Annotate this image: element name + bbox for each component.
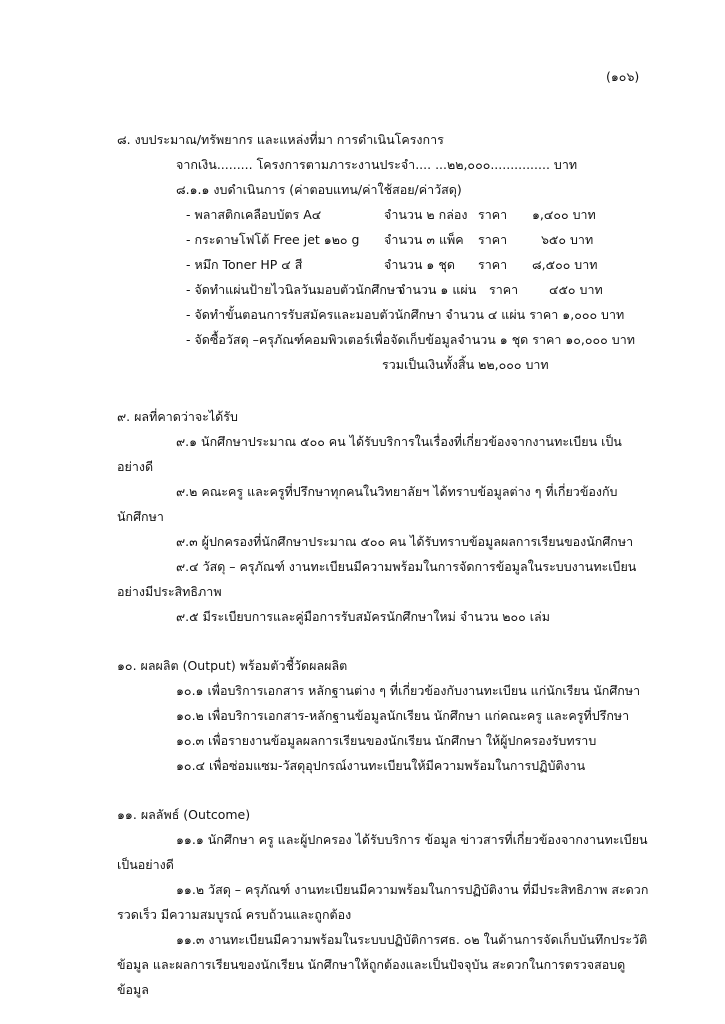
- budget-item-amount: ๑,๔๐๐ บาท: [532, 207, 596, 222]
- expected-result-3: ๙.๓ ผู้ปกครองที่นักศึกษาประมาณ ๕๐๐ คน ได้รับทราบข้อมูลผลการเรียนของนักศึกษา: [176, 534, 634, 549]
- budget-item-amount: ๔๕๐ บาท: [549, 282, 603, 297]
- budget-item-price-label: ราคา: [478, 207, 508, 222]
- budget-item-qty: จำนวน ๑ แผ่น: [398, 282, 477, 297]
- section-10-heading: ๑๐. ผลผลิต (Output) พร้อมตัวชี้วัดผลผลิต: [117, 658, 348, 673]
- budget-item-qty: จำนวน ๑ ชุด: [384, 257, 455, 272]
- page-number: (๑๐๖): [606, 69, 640, 84]
- outcome-item-3-cont-2: ข้อมูล: [117, 982, 149, 997]
- expected-result-2: ๙.๒ คณะครู และครูที่ปรึกษาทุกคนในวิทยาลัยฯ ได้ทราบข้อมูลต่าง ๆ ที่เกี่ยวข้องกับ: [176, 484, 618, 499]
- section-8-heading: ๘. งบประมาณ/ทรัพยากร และแหล่งที่มา การดำเนินโครงการ: [117, 132, 444, 147]
- budget-item-name: - หมึก Toner HP ๔ สี: [186, 257, 303, 272]
- budget-item-name: - พลาสติกเคลือบบัตร A๔: [186, 207, 322, 222]
- outcome-item-3-cont: ข้อมูล และผลการเรียนของนักเรียน นักศึกษาให้ถูกต้องและเป็นปัจจุบัน สะดวกในการตรวจสอบดู: [117, 957, 626, 972]
- section-11-heading: ๑๑. ผลลัพธ์ (Outcome): [117, 807, 251, 822]
- budget-item-price-label: ราคา: [478, 232, 508, 247]
- budget-item-qty: จำนวน ๒ กล่อง: [384, 207, 468, 222]
- expected-result-4: ๙.๔ วัสดุ – ครุภัณฑ์ งานทะเบียนมีความพร้อมในการจัดการข้อมูลในระบบงานทะเบียน: [176, 559, 637, 574]
- budget-item-price-label: ราคา: [489, 282, 519, 297]
- expected-result-1-cont: อย่างดี: [117, 459, 154, 474]
- output-item-4: ๑๐.๔ เพื่อซ่อมแซม-วัสดุอุปกรณ์งานทะเบียนให้มีความพร้อมในการปฏิบัติงาน: [176, 758, 586, 773]
- outcome-item-3: ๑๑.๓ งานทะเบียนมีความพร้อมในระบบปฏิบัติการศธ. ๐๒ ในด้านการจัดเก็บบันทึกประวัติ: [176, 932, 648, 947]
- expected-result-4-cont: อย่างมีประสิทธิภาพ: [117, 584, 222, 599]
- budget-item-qty: จำนวน ๓ แพ็ค: [384, 232, 464, 247]
- budget-item-price-label: ราคา: [478, 257, 508, 272]
- budget-item-row: [186, 256, 626, 274]
- budget-item-name: - กระดาษโฟโต้ Free jet ๑๒๐ g: [186, 232, 360, 247]
- outcome-item-1-cont: เป็นอย่างดี: [117, 857, 174, 872]
- outcome-item-2-cont: รวดเร็ว มีความสมบูรณ์ ครบถ้วนและถูกต้อง: [117, 907, 352, 922]
- budget-subheading: ๘.๑.๑ งบดำเนินการ (ค่าตอบแทน/ค่าใช้สอย/ค่าวัสดุ): [176, 182, 462, 197]
- expected-result-1: ๙.๑ นักศึกษาประมาณ ๕๐๐ คน ได้รับบริการในเรื่องที่เกี่ยวข้องจากงานทะเบียน เป็น: [176, 434, 622, 449]
- budget-total: รวมเป็นเงินทั้งสิ้น ๒๒,๐๐๐ บาท: [382, 357, 549, 372]
- expected-result-2-cont: นักศึกษา: [117, 509, 164, 524]
- budget-item-5: - จัดทำขั้นตอนการรับสมัครและมอบตัวนักศึกษา จำนวน ๔ แผ่น ราคา ๑,๐๐๐ บาท: [186, 307, 625, 322]
- output-item-2: ๑๐.๒ เพื่อบริการเอกสาร-หลักฐานข้อมูลนักเรียน นักศึกษา แก่คณะครู และครูที่ปรึกษา: [176, 708, 630, 723]
- expected-result-5: ๙.๕ มีระเบียบการและคู่มือการรับสมัครนักศึกษาใหม่ จำนวน ๒๐๐ เล่ม: [176, 609, 550, 624]
- budget-item-row: [186, 281, 626, 299]
- outcome-item-2: ๑๑.๒ วัสดุ – ครุภัณฑ์ งานทะเบียนมีความพร้อมในการปฏิบัติงาน ที่มีประสิทธิภาพ สะดวก: [176, 882, 649, 897]
- budget-item-row: [186, 231, 626, 249]
- budget-item-name: - จัดทำแผ่นป้ายไวนิลวันมอบตัวนักศึกษา: [186, 282, 403, 297]
- outcome-item-1: ๑๑.๑ นักศึกษา ครู และผู้ปกครอง ได้รับบริการ ข้อมูล ข่าวสารที่เกี่ยวข้องจากงานทะเบียน: [176, 832, 648, 847]
- budget-item-row: [186, 206, 626, 224]
- section-9-heading: ๙. ผลที่คาดว่าจะได้รับ: [117, 409, 238, 424]
- output-item-1: ๑๐.๑ เพื่อบริการเอกสาร หลักฐานต่าง ๆ ที่เกี่ยวข้องกับงานทะเบียน แก่นักเรียน นักศึกษา: [176, 683, 641, 698]
- budget-item-6: - จัดซื้อวัสดุ –ครุภัณฑ์คอมพิวเตอร์เพื่อจัดเก็บข้อมูลจำนวน ๑ ชุด ราคา ๑๐,๐๐๐ บาท: [186, 332, 635, 347]
- output-item-3: ๑๐.๓ เพื่อรายงานข้อมูลผลการเรียนของนักเรียน นักศึกษา ให้ผู้ปกครองรับทราบ: [176, 733, 597, 748]
- budget-source: จากเงิน......... โครงการตามภาระงานประจำ.... ...๒๒,๐๐๐............... บาท: [176, 157, 578, 172]
- budget-item-amount: ๖๕๐ บาท: [541, 232, 594, 247]
- budget-item-amount: ๘,๕๐๐ บาท: [532, 257, 598, 272]
